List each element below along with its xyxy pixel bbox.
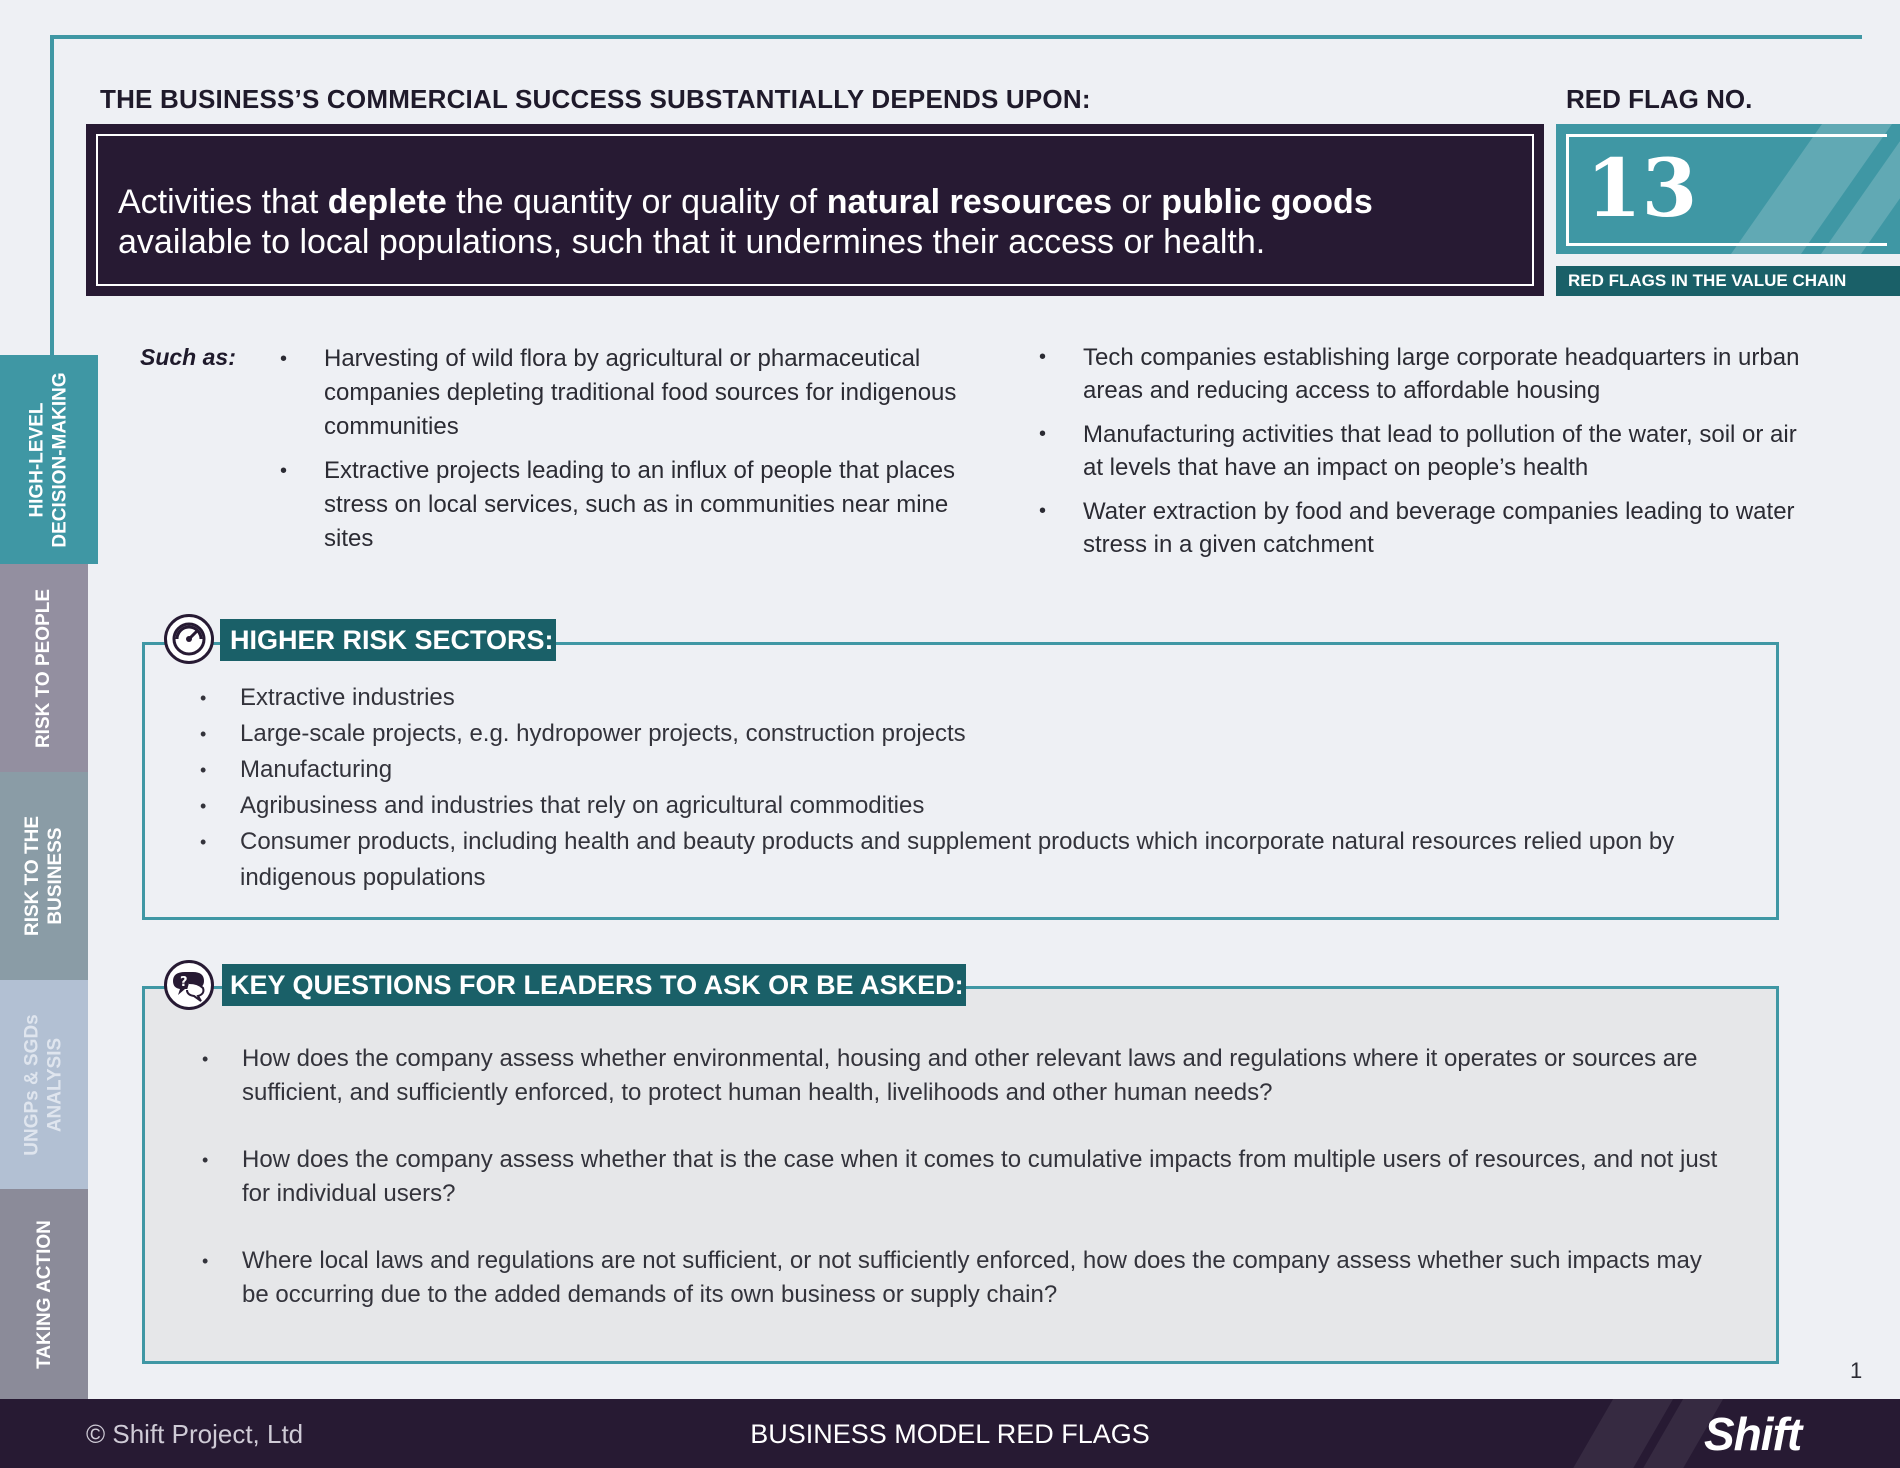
statement-part: or	[1112, 183, 1162, 221]
key-questions-list	[242, 1042, 1732, 1345]
list-item: • Large-scale projects, e.g. hydropower projects, construction projects	[240, 716, 1730, 752]
red-flag-label: RED FLAG NO.	[1566, 84, 1753, 114]
page-number: 1	[1850, 1358, 1863, 1383]
list-item: • How does the company assess whether that is the case when it comes to cumulative impacts from multiple users of resources, and not just for individual users?	[242, 1143, 1732, 1211]
statement-emphasis: deplete	[327, 183, 447, 221]
side-tab-label	[26, 372, 72, 547]
tab-line: RISK TO THE	[22, 816, 43, 936]
examples-label: Such as:	[140, 344, 236, 370]
statement-part: the quantity or quality of	[446, 183, 827, 221]
tab-line: ANALYSIS	[45, 1037, 67, 1132]
footer-bar	[0, 1399, 1900, 1468]
red-flag-number: 13	[1586, 141, 1698, 235]
red-flag-category: RED FLAGS IN THE VALUE CHAIN	[1556, 266, 1900, 296]
list-item: • Extractive industries	[240, 680, 1730, 716]
list-item: • Water extraction by food and beverage companies leading to water stress in a given catchment	[1083, 495, 1803, 561]
side-tab-ungps-sgds-analysis[interactable]	[0, 980, 88, 1189]
list-item: • Harvesting of wild flora by agricultural or pharmaceutical companies depleting traditional food sources for indigenous communities	[324, 342, 1004, 444]
side-tab-risk-to-people[interactable]	[0, 564, 88, 772]
list-item: • Where local laws and regulations are not sufficient, or not sufficiently enforced, how does the company assess whether such impacts may be occurring due to the added demands of its own business or supply chain?	[242, 1244, 1732, 1312]
red-flag-number-box	[1556, 124, 1900, 254]
list-item: • Manufacturing activities that lead to pollution of the water, soil or air at levels that have an impact on people’s health	[1083, 418, 1803, 484]
svg-text:?: ?	[180, 975, 188, 990]
speech-bubble-icon	[164, 960, 214, 1010]
side-tab-label	[21, 816, 67, 936]
statement-emphasis: public goods	[1161, 183, 1373, 221]
frame-left-rule	[50, 35, 54, 355]
side-tab-taking-action[interactable]	[0, 1189, 88, 1399]
side-tab-label: TAKING ACTION	[33, 1219, 55, 1369]
tab-line: UNGPs & SGDs	[22, 1013, 44, 1156]
gauge-icon	[164, 614, 214, 664]
examples-list-left	[324, 342, 1004, 566]
depends-upon-heading: THE BUSINESS’S COMMERCIAL SUCCESS SUBSTANTIALLY DEPENDS UPON:	[100, 84, 1091, 114]
side-tab-high-level-decision-making[interactable]	[0, 355, 98, 564]
side-tab-risk-to-the-business[interactable]	[0, 772, 88, 980]
tab-line: BUSINESS	[45, 827, 66, 925]
frame-top-rule	[50, 35, 1862, 39]
tab-line: HIGH-LEVEL	[27, 401, 49, 518]
tab-line: DECISION-MAKING	[50, 371, 72, 548]
statement-box	[86, 124, 1544, 296]
list-item: • Manufacturing	[240, 752, 1730, 788]
statement-part: Activities that	[118, 183, 328, 221]
statement-text	[96, 134, 1534, 286]
list-item: • How does the company assess whether environmental, housing and other relevant laws and regulations where it operates or sources are sufficient, and sufficiently enforced, to protect human health, livelihoods and other human needs?	[242, 1042, 1732, 1110]
shift-logo: Shift	[1704, 1408, 1802, 1460]
key-questions-title: KEY QUESTIONS FOR LEADERS TO ASK OR BE ASKED:	[222, 964, 966, 1006]
examples-list-right	[1083, 341, 1803, 572]
higher-risk-sectors-title: HIGHER RISK SECTORS:	[220, 619, 556, 661]
side-tab-label: RISK TO PEOPLE	[33, 588, 55, 748]
higher-risk-sectors-list	[240, 680, 1730, 896]
list-item: • Agribusiness and industries that rely on agricultural commodities	[240, 788, 1730, 824]
list-item: • Tech companies establishing large corporate headquarters in urban areas and reducing access to affordable housing	[1083, 341, 1803, 407]
statement-emphasis: natural resources	[826, 183, 1113, 221]
copyright-text: © Shift Project, Ltd	[86, 1419, 304, 1449]
document-title: BUSINESS MODEL RED FLAGS	[750, 1419, 1150, 1449]
list-item: • Consumer products, including health and beauty products and supplement products which incorporate natural resources relied upon by indigenous populations	[240, 824, 1730, 896]
statement-part: available to local populations, such that it undermines their access or health.	[118, 223, 1266, 261]
side-tab-label	[21, 1014, 67, 1155]
list-item: • Extractive projects leading to an influx of people that places stress on local services, such as in communities near mine sites	[324, 454, 1004, 556]
